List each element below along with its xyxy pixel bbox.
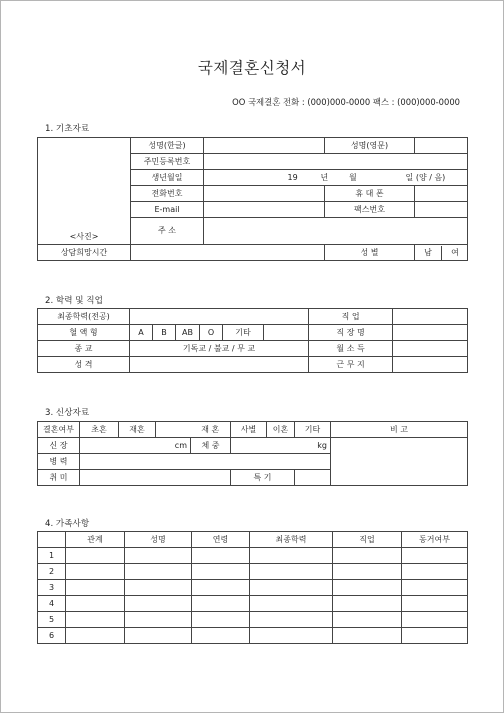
remarriage-option[interactable]: 재혼 [119, 422, 156, 438]
birth-month-unit: 월 [349, 172, 357, 182]
divorced-option[interactable]: 이혼 [267, 422, 295, 438]
gender-field[interactable] [415, 245, 468, 261]
mobile-field[interactable] [415, 186, 468, 202]
family-cell[interactable] [192, 548, 250, 564]
family-row [38, 596, 468, 612]
family-cell[interactable] [125, 564, 192, 580]
section-basic-heading: 1. 기초자료 [45, 124, 90, 134]
hobby-field[interactable] [80, 470, 231, 486]
final-edu-label: 최종학력(전공) [38, 309, 130, 325]
family-cell[interactable] [402, 628, 468, 644]
family-header-index [38, 532, 66, 548]
family-cell[interactable] [192, 580, 250, 596]
gender-female-option[interactable]: 여 [441, 246, 468, 260]
family-cell[interactable] [333, 612, 402, 628]
phone-label: 전화번호 [131, 186, 204, 202]
phone-field[interactable] [204, 186, 325, 202]
family-cell[interactable] [250, 612, 333, 628]
specialty-field[interactable] [295, 470, 331, 486]
family-cell[interactable] [125, 628, 192, 644]
blood-o-option[interactable]: O [200, 325, 223, 341]
bereaved-option[interactable]: 사별 [231, 422, 267, 438]
family-cell[interactable] [333, 548, 402, 564]
family-header-row [38, 532, 468, 548]
religion-field[interactable]: 기독교 / 불교 / 무 교 [130, 341, 309, 357]
family-cell[interactable] [66, 548, 125, 564]
education-table [37, 308, 468, 373]
weight-unit: kg [317, 440, 327, 450]
birth-year-unit: 년 [320, 172, 329, 182]
workplace-label: 직 장 명 [309, 325, 393, 341]
family-cell[interactable] [333, 596, 402, 612]
family-row [38, 580, 468, 596]
family-cell[interactable] [125, 596, 192, 612]
height-field[interactable] [80, 438, 191, 454]
military-label: 병 력 [38, 454, 80, 470]
final-edu-field[interactable] [130, 309, 309, 325]
family-row-number: 2 [38, 564, 66, 580]
consult-time-label: 상담희망시간 [38, 245, 131, 261]
email-label: E-mail [131, 202, 204, 218]
family-cell[interactable] [402, 596, 468, 612]
height-unit: cm [174, 440, 187, 450]
family-cell[interactable] [250, 596, 333, 612]
family-row [38, 564, 468, 580]
personal-table [37, 421, 468, 486]
family-cell[interactable] [66, 580, 125, 596]
job-field[interactable] [393, 309, 468, 325]
name-kr-field[interactable] [204, 138, 325, 154]
family-cell[interactable] [402, 564, 468, 580]
family-cell[interactable] [66, 596, 125, 612]
remarks-field[interactable] [331, 438, 468, 486]
family-row-number: 5 [38, 612, 66, 628]
family-cell[interactable] [333, 628, 402, 644]
weight-label: 체 중 [191, 438, 231, 454]
family-row [38, 548, 468, 564]
contact-info: OO 국제결혼 전화 : (000)000-0000 팩스 : (000)000-0000 [232, 97, 460, 107]
personality-label: 성 격 [38, 357, 130, 373]
military-field[interactable] [80, 454, 331, 470]
remarriage2-option[interactable]: 재 혼 [191, 422, 231, 438]
family-cell[interactable] [250, 548, 333, 564]
family-cell[interactable] [66, 612, 125, 628]
family-row-number: 1 [38, 548, 66, 564]
income-field[interactable] [393, 341, 468, 357]
family-row [38, 612, 468, 628]
family-col-cohabit: 동거여부 [402, 532, 468, 548]
other-option[interactable]: 기타 [295, 422, 331, 438]
consult-time-field[interactable] [131, 245, 325, 261]
blood-b-option[interactable]: B [153, 325, 176, 341]
family-cell[interactable] [250, 628, 333, 644]
remarks-label: 비 고 [331, 422, 468, 438]
section-personal-heading: 3. 신상자료 [45, 408, 90, 418]
name-kr-label: 성명(한글) [131, 138, 204, 154]
resident-no-field[interactable] [204, 154, 468, 170]
first-marriage-option[interactable]: 초혼 [80, 422, 119, 438]
family-cell[interactable] [250, 580, 333, 596]
address-field[interactable] [204, 218, 468, 245]
mobile-label: 휴 대 폰 [325, 186, 415, 202]
family-cell[interactable] [125, 548, 192, 564]
height-label: 신 장 [38, 438, 80, 454]
work-location-field[interactable] [393, 357, 468, 373]
family-cell[interactable] [125, 580, 192, 596]
income-label: 월 소 득 [309, 341, 393, 357]
gender-label: 성 별 [325, 245, 415, 261]
family-col-education: 최종학력 [250, 532, 333, 548]
specialty-label: 특 기 [231, 470, 295, 486]
blood-label: 혈 액 형 [38, 325, 130, 341]
birth-year-prefix: 19 [287, 172, 298, 182]
section-family-heading: 4. 가족사항 [45, 519, 90, 529]
remarriage-field[interactable] [156, 422, 191, 438]
family-cell[interactable] [66, 564, 125, 580]
blood-ab-option[interactable]: AB [176, 325, 200, 341]
family-cell[interactable] [402, 612, 468, 628]
hobby-label: 취 미 [38, 470, 80, 486]
family-row-number: 6 [38, 628, 66, 644]
religion-label: 종 교 [38, 341, 130, 357]
birth-field[interactable] [204, 170, 468, 186]
family-row-number: 3 [38, 580, 66, 596]
photo-label: <사진> [69, 232, 99, 241]
family-cell[interactable] [402, 580, 468, 596]
weight-field[interactable] [231, 438, 331, 454]
form-title: 국제결혼신청서 [197, 59, 307, 77]
family-cell[interactable] [250, 564, 333, 580]
family-cell[interactable] [192, 628, 250, 644]
family-col-relation: 관계 [66, 532, 125, 548]
family-cell[interactable] [192, 564, 250, 580]
resident-no-label: 주민등록번호 [131, 154, 204, 170]
marital-label: 결혼여부 [38, 422, 80, 438]
fax-field[interactable] [415, 202, 468, 218]
family-col-age: 연령 [192, 532, 250, 548]
name-en-label: 성명(영문) [325, 138, 415, 154]
email-field[interactable] [204, 202, 325, 218]
address-label: 주 소 [131, 218, 204, 245]
family-row-number: 4 [38, 596, 66, 612]
section-education-heading: 2. 학력 및 직업 [45, 296, 103, 306]
blood-other-option[interactable]: 기타 [223, 325, 264, 341]
family-cell[interactable] [125, 612, 192, 628]
workplace-field[interactable] [393, 325, 468, 341]
family-row [38, 628, 468, 644]
family-cell[interactable] [333, 580, 402, 596]
name-en-field[interactable] [415, 138, 468, 154]
family-col-job: 직업 [333, 532, 402, 548]
gender-male-option[interactable]: 남 [424, 247, 432, 257]
blood-a-option[interactable]: A [130, 325, 153, 341]
family-cell[interactable] [192, 596, 250, 612]
family-col-name: 성명 [125, 532, 192, 548]
family-cell[interactable] [192, 612, 250, 628]
family-cell[interactable] [333, 564, 402, 580]
job-label: 직 업 [309, 309, 393, 325]
work-location-label: 근 무 지 [309, 357, 393, 373]
family-table [37, 531, 468, 644]
birth-day-unit: 일 (양 / 음) [405, 172, 446, 182]
personality-field[interactable] [130, 357, 309, 373]
family-cell[interactable] [402, 548, 468, 564]
birth-label: 생년월일 [131, 170, 204, 186]
basic-info-table [37, 137, 468, 261]
photo-area[interactable] [38, 138, 131, 245]
fax-label: 팩스번호 [325, 202, 415, 218]
family-cell[interactable] [66, 628, 125, 644]
blood-other-field[interactable] [264, 325, 309, 341]
